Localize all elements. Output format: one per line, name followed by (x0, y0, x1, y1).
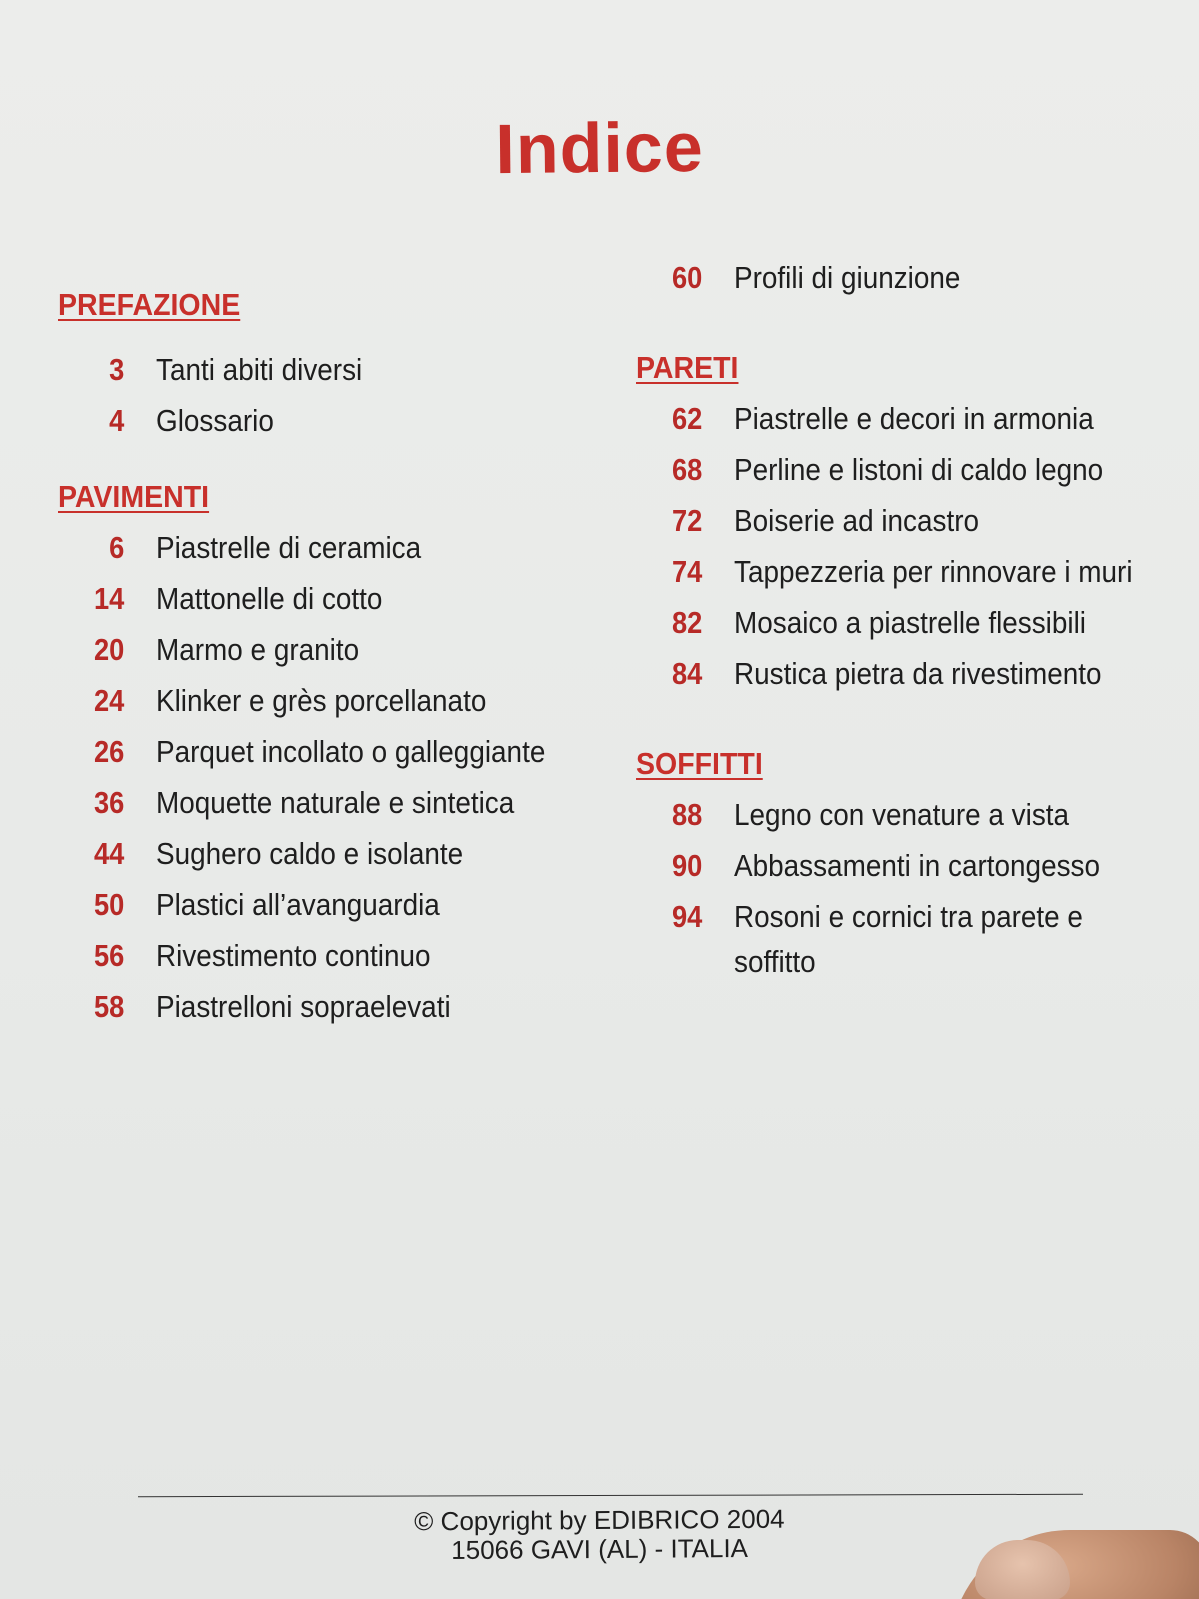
entry-title: Klinker e grès porcellanato (156, 683, 487, 718)
entry-title: Tappezzeria per rinnovare i muri (734, 554, 1133, 589)
toc-entry (58, 573, 618, 624)
page-number: 88 (671, 797, 703, 832)
page-number: 36 (93, 785, 125, 820)
page-number: 60 (671, 260, 703, 295)
section-heading-pavimenti: PAVIMENTI (58, 479, 210, 514)
toc-entry (58, 981, 618, 1032)
toc-entry (58, 675, 618, 726)
entry-title: Glossario (156, 403, 274, 438)
toc-entry (636, 495, 1196, 546)
page-number: 56 (93, 938, 125, 973)
toc-entry (58, 930, 618, 981)
page-title: Indice (494, 107, 705, 189)
toc-entry (58, 344, 618, 395)
entry-title: Piastrelloni sopraelevati (156, 989, 451, 1024)
toc-entry (58, 726, 618, 777)
page-number: 20 (93, 632, 125, 667)
toc-entry (58, 828, 618, 879)
left-column (58, 280, 618, 1032)
toc-entry (58, 395, 618, 446)
page-number: 90 (671, 848, 703, 883)
entry-title: Abbassamenti in cartongesso (734, 848, 1101, 883)
entry-title: Perline e listoni di caldo legno (734, 452, 1104, 487)
toc-entry (58, 879, 618, 930)
entry-title: Legno con venature a vista (734, 797, 1070, 832)
page-number: 24 (93, 683, 125, 718)
toc-entry (636, 840, 1196, 891)
toc-entry (58, 522, 618, 573)
page-number: 62 (671, 401, 703, 436)
copyright-line: © Copyright by EDIBRICO 2004 (414, 1503, 785, 1537)
page-number: 14 (93, 581, 125, 616)
page-number: 94 (671, 899, 703, 934)
entry-title: Mosaico a piastrelle flessibili (734, 605, 1086, 640)
page-number: 3 (109, 352, 125, 387)
page-number: 68 (671, 452, 703, 487)
entry-title: Tanti abiti diversi (156, 352, 363, 387)
entry-title: Parquet incollato o galleggiante (156, 734, 546, 769)
entry-title: Moquette naturale e sintetica (156, 785, 515, 820)
page-number: 26 (93, 734, 125, 769)
page-number: 6 (109, 530, 125, 565)
page-number: 74 (671, 554, 703, 589)
entry-title: Rosoni e cornici tra parete e soffitto (734, 899, 1083, 979)
entry-title: Marmo e granito (156, 632, 360, 667)
toc-entry (636, 393, 1196, 444)
entry-title: Boiserie ad incastro (734, 503, 980, 538)
entry-title: Plastici all’avanguardia (156, 887, 440, 922)
address-line: 15066 GAVI (AL) - ITALIA (451, 1532, 749, 1566)
toc-entry (636, 789, 1196, 840)
page-number: 4 (109, 403, 125, 438)
toc-entry (58, 777, 618, 828)
footer-divider (138, 1494, 1083, 1497)
page-number: 84 (671, 656, 703, 691)
toc-entry (636, 891, 1196, 987)
right-column (636, 252, 1196, 987)
entry-title: Mattonelle di cotto (156, 581, 383, 616)
section-heading-pareti: PARETI (636, 350, 739, 385)
entry-title: Rivestimento continuo (156, 938, 431, 973)
entry-title: Sughero caldo e isolante (156, 836, 464, 871)
toc-entry (636, 546, 1196, 597)
section-heading-prefazione: PREFAZIONE (58, 287, 241, 322)
page-number: 72 (671, 503, 703, 538)
entry-title: Profili di giunzione (734, 260, 961, 295)
page-number: 44 (93, 836, 125, 871)
page-number: 58 (93, 989, 125, 1024)
toc-entry (636, 252, 1196, 303)
toc-entry (636, 597, 1196, 648)
entry-title: Piastrelle di ceramica (156, 530, 422, 565)
entry-title: Rustica pietra da rivestimento (734, 656, 1102, 691)
page-number: 82 (671, 605, 703, 640)
page-number: 50 (93, 887, 125, 922)
toc-entry (636, 444, 1196, 495)
toc-entry (636, 648, 1196, 699)
toc-entry (58, 624, 618, 675)
entry-title: Piastrelle e decori in armonia (734, 401, 1094, 436)
section-heading-soffitti: SOFFITTI (636, 746, 763, 781)
